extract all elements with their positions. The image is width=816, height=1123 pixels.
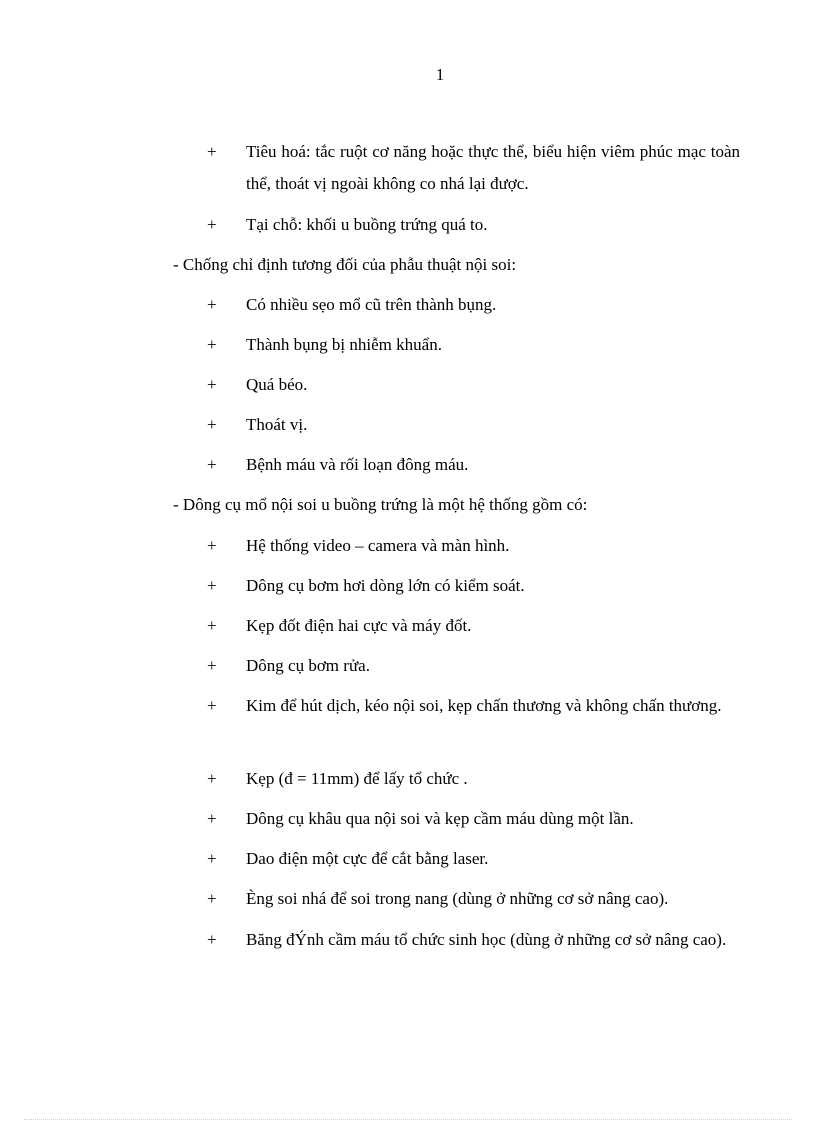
- bullet-marker: +: [207, 809, 217, 828]
- bullet-marker: +: [207, 576, 217, 595]
- section-heading-instruments: - Dông cụ mổ nội soi u buồng trứng là một hệ thống gồm có:: [173, 495, 588, 514]
- list-item: Thành bụng bị nhiễm khuẩn.: [246, 335, 442, 354]
- list-item: Dao điện một cực để cắt bằng laser.: [246, 849, 489, 868]
- bullet-marker: +: [207, 455, 217, 474]
- list-item: Hệ thống video – camera và màn hình.: [246, 536, 510, 555]
- list-item: Kẹp đốt điện hai cực và máy đốt.: [246, 616, 472, 635]
- bullet-marker: +: [207, 930, 217, 949]
- list-item: Thoát vị.: [246, 415, 308, 434]
- page-bottom-rule: [24, 1119, 792, 1120]
- bullet-marker: +: [207, 215, 217, 234]
- list-item: Quá béo.: [246, 375, 308, 394]
- bullet-marker: +: [207, 616, 217, 635]
- list-item: Dông cụ khâu qua nội soi và kẹp cầm máu dùng một lần.: [246, 809, 634, 828]
- list-item: Dông cụ bơm rửa.: [246, 656, 370, 675]
- list-item: Có nhiều sẹo mổ cũ trên thành bụng.: [246, 295, 497, 314]
- bullet-marker: +: [207, 142, 217, 161]
- section-heading-contraindications: - Chống chỉ định tương đối của phẫu thuật nội soi:: [173, 255, 517, 274]
- bullet-marker: +: [207, 889, 217, 908]
- bullet-marker: +: [207, 656, 217, 675]
- bullet-marker: +: [207, 415, 217, 434]
- bullet-marker: +: [207, 849, 217, 868]
- bullet-marker: +: [207, 696, 217, 715]
- list-item: Kim để hút dịch, kéo nội soi, kẹp chấn thương và không chấn thương.: [246, 696, 722, 715]
- list-item: Băng đÝnh cầm máu tổ chức sinh học (dùng ở những cơ sở nâng cao).: [246, 930, 727, 949]
- list-item: Kẹp (đ = 11mm) để lấy tổ chức .: [246, 769, 468, 788]
- list-item: Èng soi nhá để soi trong nang (dùng ở những cơ sở nâng cao).: [246, 889, 669, 908]
- bullet-marker: +: [207, 335, 217, 354]
- list-item: Dông cụ bơm hơi dòng lớn có kiểm soát.: [246, 576, 525, 595]
- bullet-marker: +: [207, 536, 217, 555]
- page-number: 1: [435, 65, 445, 84]
- list-item: Tại chỗ: khối u buồng trứng quá to.: [246, 215, 488, 234]
- list-item: Bệnh máu và rối loạn đông máu.: [246, 455, 469, 474]
- list-item: Tiêu hoá: tắc ruột cơ năng hoặc thực thể, biểu hiện viêm phúc mạc toàn thể, thoát vị ngoài không co nhá lại được.: [246, 142, 740, 193]
- bullet-marker: +: [207, 295, 217, 314]
- bullet-marker: +: [207, 769, 217, 788]
- bullet-marker: +: [207, 375, 217, 394]
